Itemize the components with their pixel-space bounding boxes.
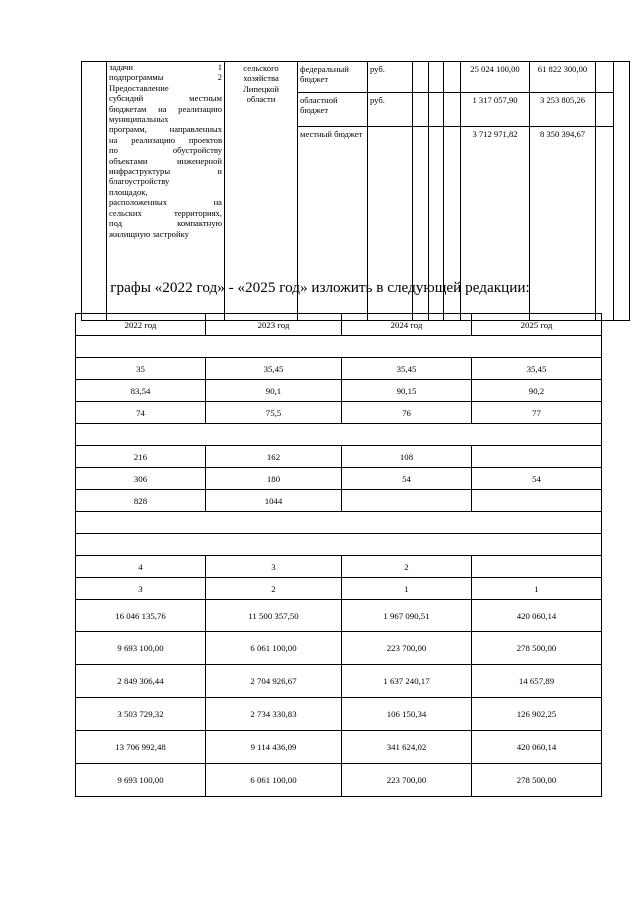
description-line: объектами инженерной [109,155,222,166]
value-cell [472,446,602,468]
empty-cell [596,62,614,93]
table-row [76,534,602,556]
empty-cell [413,62,429,93]
description-line: на реализацию проектов [109,134,222,145]
empty-cell [429,93,444,127]
value-cell: 14 657,89 [472,665,602,698]
funding-source-cell: федеральный бюджет [298,62,368,93]
value-cell: 2 704 926,67 [206,665,342,698]
value-cell: 2 849 306,44 [76,665,206,698]
org-line: области [246,94,276,105]
description-line: расположенных на [109,197,222,208]
value-cell: 278 500,00 [472,764,602,797]
description-line: субсидий местным [109,93,222,104]
value-cell: 9 114 436,09 [206,731,342,764]
table-row [76,446,602,468]
value-cell: 83,54 [76,380,206,402]
value-cell: 4 [76,556,206,578]
description-line: под компактную [109,218,222,229]
year-header-cell: 2022 год [76,314,206,336]
table-row [76,665,602,698]
funding-source-cell: областной бюджет [298,93,368,127]
table-row [76,600,602,632]
value-cell [472,490,602,512]
value-cell: 306 [76,468,206,490]
amount-cell: 3 253 805,26 [530,93,596,127]
value-cell: 13 706 992,48 [76,731,206,764]
value-cell: 90,1 [206,380,342,402]
table-row [76,424,602,446]
table-row [76,698,602,731]
description-line: бюджетам на реализацию [109,103,222,114]
value-cell: 3 503 729,32 [76,698,206,731]
value-cell: 90,15 [342,380,472,402]
value-cell: 6 061 100,00 [206,632,342,665]
value-cell: 1 637 240,17 [342,665,472,698]
table-row [76,336,602,358]
value-cell [472,556,602,578]
table-row [76,764,602,797]
description-line: Предоставление [109,82,169,93]
value-cell: 828 [76,490,206,512]
value-cell: 1 967 090,51 [342,600,472,632]
amount-cell: 3 712 971,82 [461,127,530,321]
header-row [76,314,602,336]
value-cell: 35,45 [472,358,602,380]
value-cell: 3 [76,578,206,600]
empty-cell [413,93,429,127]
value-cell: 162 [206,446,342,468]
description-line: задачи 1 [109,62,222,72]
table-row [76,380,602,402]
org-line: сельского [243,63,279,73]
table-row [76,402,602,424]
table-row [76,556,602,578]
value-cell: 106 150,34 [342,698,472,731]
table-row [76,632,602,665]
amendment-heading: графы «2022 год» - «2025 год» изложить в следующей редакции: [110,279,530,296]
value-cell: 126 902,25 [472,698,602,731]
value-cell: 11 500 357,50 [206,600,342,632]
section-separator-cell [76,336,602,358]
value-cell: 77 [472,402,602,424]
description-line: по обустройству [109,145,222,156]
description-line: муниципальных [109,114,169,125]
value-cell: 9 693 100,00 [76,632,206,665]
value-cell: 341 624,02 [342,731,472,764]
value-cell: 1 [472,578,602,600]
amount-cell: 61 822 300,00 [530,62,596,93]
description-line: благоустройству [109,176,170,187]
value-cell: 90,2 [472,380,602,402]
table-row [76,358,602,380]
value-cell: 6 061 100,00 [206,764,342,797]
value-cell: 180 [206,468,342,490]
amount-cell: 25 024 100,00 [461,62,530,93]
description-line: программ, направленных [109,124,222,135]
value-cell: 278 500,00 [472,632,602,665]
value-cell: 75,5 [206,402,342,424]
funding-source-cell: местный бюджет [298,127,368,321]
description-line: жилищную застройку [109,228,189,239]
value-cell: 420 060,14 [472,731,602,764]
table-row [76,490,602,512]
value-cell: 420 060,14 [472,600,602,632]
table-row [76,731,602,764]
org-line: хозяйства [243,73,279,84]
org-line: Липецкой [242,83,280,94]
value-cell: 9 693 100,00 [76,764,206,797]
empty-cell [596,93,614,127]
years-table [75,313,602,797]
value-cell: 223 700,00 [342,632,472,665]
unit-cell: руб. [368,62,413,93]
description-line: площадок, [109,186,148,197]
amount-cell: 1 317 057,90 [461,93,530,127]
value-cell: 35 [76,358,206,380]
section-separator-cell [76,512,602,534]
unit-cell: руб. [368,93,413,127]
value-cell: 216 [76,446,206,468]
description-line: подпрограммы 2 [109,72,222,83]
responsible-org [227,63,295,105]
table-row [76,578,602,600]
empty-cell [444,62,461,93]
table-row [76,512,602,534]
value-cell: 35,45 [342,358,472,380]
measure-description [109,62,222,239]
section-separator-cell [76,534,602,556]
value-cell: 108 [342,446,472,468]
value-cell: 1044 [206,490,342,512]
value-cell: 76 [342,402,472,424]
year-header-cell: 2024 год [342,314,472,336]
value-cell: 54 [472,468,602,490]
value-cell: 54 [342,468,472,490]
value-cell: 3 [206,556,342,578]
section-separator-cell [76,424,602,446]
value-cell: 16 046 135,76 [76,600,206,632]
value-cell: 74 [76,402,206,424]
amount-cell: 8 350 394,67 [530,127,596,321]
value-cell: 1 [342,578,472,600]
value-cell [342,490,472,512]
value-cell: 2 734 330,83 [206,698,342,731]
year-header-cell: 2025 год [472,314,602,336]
value-cell: 223 700,00 [342,764,472,797]
value-cell: 2 [206,578,342,600]
value-cell: 2 [342,556,472,578]
year-header-cell: 2023 год [206,314,342,336]
empty-cell [429,62,444,93]
description-line: сельских территориях, [109,207,222,218]
description-line: инфраструктуры и [109,166,222,177]
table-row [76,468,602,490]
empty-cell [444,93,461,127]
value-cell: 35,45 [206,358,342,380]
